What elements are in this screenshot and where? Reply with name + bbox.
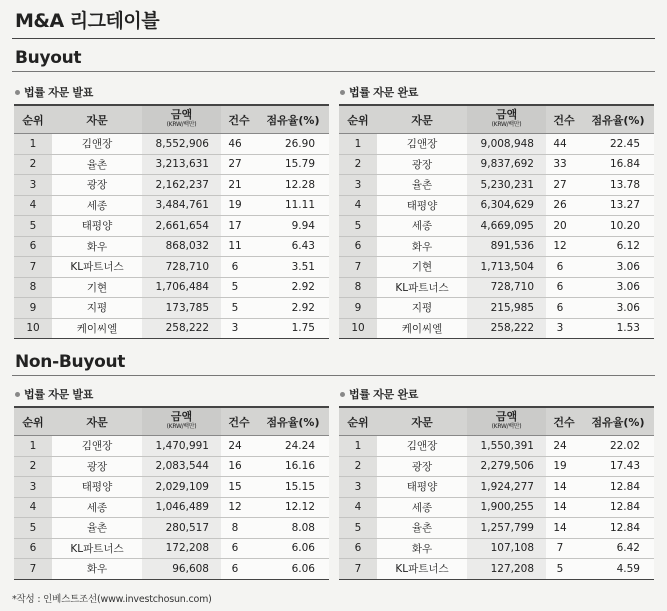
table-header-row <box>14 407 329 436</box>
cell-share: 6.06 <box>257 559 329 580</box>
cell-rank: 1 <box>339 436 377 457</box>
header-amount-label: 금액 <box>495 107 518 121</box>
table-row <box>14 195 329 216</box>
table-row <box>339 436 654 457</box>
cell-share: 1.75 <box>257 318 329 339</box>
cell-amount: 1,046,489 <box>142 497 221 518</box>
cell-amount: 172,208 <box>142 538 221 559</box>
cell-count: 19 <box>221 195 257 216</box>
header-amount-label: 금액 <box>170 107 193 121</box>
cell-firm: 광장 <box>52 456 142 477</box>
cell-firm: 태평양 <box>377 195 467 216</box>
cell-rank: 8 <box>339 277 377 298</box>
table-row <box>14 216 329 237</box>
header-rank: 순위 <box>14 407 52 436</box>
cell-rank: 4 <box>14 195 52 216</box>
page-title: M&A 리그테이블 <box>15 10 160 32</box>
cell-amount: 1,924,277 <box>467 477 546 498</box>
cell-rank: 10 <box>14 318 52 339</box>
cell-amount: 1,900,255 <box>467 497 546 518</box>
cell-share: 15.15 <box>257 477 329 498</box>
cell-firm: 광장 <box>52 175 142 196</box>
cell-share: 16.84 <box>582 154 654 175</box>
section-title-buyout: Buyout <box>15 48 82 68</box>
bullet-icon <box>340 392 345 397</box>
cell-firm: KL파트너스 <box>377 277 467 298</box>
cell-count: 33 <box>546 154 582 175</box>
cell-rank: 6 <box>14 236 52 257</box>
cell-rank: 1 <box>14 436 52 457</box>
table-header-row <box>339 105 654 134</box>
cell-firm: 화우 <box>377 538 467 559</box>
cell-amount: 9,008,948 <box>467 134 546 155</box>
cell-amount: 5,230,231 <box>467 175 546 196</box>
cell-amount: 96,608 <box>142 559 221 580</box>
cell-rank: 5 <box>14 518 52 539</box>
header-firm: 자문 <box>377 105 467 134</box>
table-row <box>14 436 329 457</box>
cell-firm: 율촌 <box>377 518 467 539</box>
table-row <box>339 216 654 237</box>
table-non-buyout-announced <box>14 406 329 580</box>
table-row <box>339 518 654 539</box>
cell-count: 3 <box>546 318 582 339</box>
cell-share: 13.27 <box>582 195 654 216</box>
cell-amount: 891,536 <box>467 236 546 257</box>
cell-count: 7 <box>546 538 582 559</box>
header-amount <box>142 105 221 134</box>
table-row <box>339 477 654 498</box>
cell-share: 3.06 <box>582 298 654 319</box>
cell-share: 26.90 <box>257 134 329 155</box>
cell-rank: 7 <box>339 559 377 580</box>
cell-rank: 9 <box>339 298 377 319</box>
table-row <box>14 175 329 196</box>
subtitle-buyout-announced: 법률 자문 발표 <box>15 84 93 100</box>
cell-amount: 868,032 <box>142 236 221 257</box>
table-row <box>339 559 654 580</box>
table-row <box>339 134 654 155</box>
header-count: 건수 <box>221 105 257 134</box>
cell-amount: 2,162,237 <box>142 175 221 196</box>
cell-share: 22.45 <box>582 134 654 155</box>
cell-share: 6.06 <box>257 538 329 559</box>
cell-share: 3.06 <box>582 257 654 278</box>
title-divider <box>12 38 655 39</box>
cell-firm: 케이씨엘 <box>377 318 467 339</box>
cell-rank: 3 <box>14 477 52 498</box>
cell-count: 17 <box>221 216 257 237</box>
cell-share: 22.02 <box>582 436 654 457</box>
cell-count: 6 <box>546 257 582 278</box>
table-header-row <box>339 407 654 436</box>
header-share: 점유율(%) <box>257 105 329 134</box>
bullet-icon <box>15 392 20 397</box>
cell-count: 8 <box>221 518 257 539</box>
table-header-row <box>14 105 329 134</box>
cell-share: 8.08 <box>257 518 329 539</box>
cell-share: 11.11 <box>257 195 329 216</box>
cell-share: 6.42 <box>582 538 654 559</box>
cell-count: 19 <box>546 456 582 477</box>
cell-count: 14 <box>546 477 582 498</box>
table-row <box>339 236 654 257</box>
cell-rank: 4 <box>339 195 377 216</box>
table-row <box>14 318 329 339</box>
cell-firm: 세종 <box>52 195 142 216</box>
cell-rank: 7 <box>339 257 377 278</box>
table-row <box>14 518 329 539</box>
cell-count: 15 <box>221 477 257 498</box>
section-divider-non-buyout <box>12 375 655 376</box>
table-row <box>339 538 654 559</box>
table-row <box>339 497 654 518</box>
cell-count: 14 <box>546 497 582 518</box>
table-row <box>14 277 329 298</box>
header-amount <box>467 407 546 436</box>
source-footer: *작성 : 인베스트조선(www.investchosun.com) <box>12 594 212 605</box>
table-row <box>339 318 654 339</box>
table-row <box>14 456 329 477</box>
cell-amount: 9,837,692 <box>467 154 546 175</box>
cell-amount: 1,470,991 <box>142 436 221 457</box>
header-amount-unit: (KRW/백만) <box>491 120 522 128</box>
table-row <box>339 277 654 298</box>
cell-amount: 2,661,654 <box>142 216 221 237</box>
cell-share: 3.51 <box>257 257 329 278</box>
cell-rank: 2 <box>14 456 52 477</box>
cell-rank: 3 <box>339 477 377 498</box>
cell-amount: 127,208 <box>467 559 546 580</box>
cell-count: 5 <box>221 277 257 298</box>
cell-firm: 태평양 <box>52 216 142 237</box>
cell-rank: 4 <box>14 497 52 518</box>
table-row <box>14 538 329 559</box>
cell-amount: 173,785 <box>142 298 221 319</box>
cell-rank: 1 <box>14 134 52 155</box>
cell-rank: 7 <box>14 257 52 278</box>
cell-firm: 세종 <box>377 497 467 518</box>
cell-count: 16 <box>221 456 257 477</box>
cell-firm: 세종 <box>377 216 467 237</box>
cell-firm: 김앤장 <box>377 134 467 155</box>
cell-firm: 광장 <box>377 154 467 175</box>
cell-amount: 6,304,629 <box>467 195 546 216</box>
cell-firm: 율촌 <box>52 154 142 175</box>
table-row <box>14 477 329 498</box>
cell-count: 24 <box>546 436 582 457</box>
cell-firm: 화우 <box>52 236 142 257</box>
header-rank: 순위 <box>339 105 377 134</box>
cell-firm: 태평양 <box>377 477 467 498</box>
cell-amount: 8,552,906 <box>142 134 221 155</box>
cell-count: 11 <box>221 236 257 257</box>
cell-share: 4.59 <box>582 559 654 580</box>
table-row <box>339 175 654 196</box>
cell-amount: 2,279,506 <box>467 456 546 477</box>
cell-count: 27 <box>546 175 582 196</box>
cell-count: 3 <box>221 318 257 339</box>
bullet-icon <box>340 90 345 95</box>
cell-share: 12.84 <box>582 477 654 498</box>
cell-firm: 화우 <box>52 559 142 580</box>
cell-rank: 3 <box>14 175 52 196</box>
subtitle-non-buyout-announced: 법률 자문 발표 <box>15 386 93 402</box>
cell-rank: 5 <box>14 216 52 237</box>
cell-firm: 김앤장 <box>52 436 142 457</box>
cell-amount: 107,108 <box>467 538 546 559</box>
cell-amount: 1,706,484 <box>142 277 221 298</box>
table-row <box>14 559 329 580</box>
cell-firm: 지평 <box>52 298 142 319</box>
cell-amount: 3,484,761 <box>142 195 221 216</box>
cell-amount: 280,517 <box>142 518 221 539</box>
cell-rank: 2 <box>14 154 52 175</box>
cell-count: 21 <box>221 175 257 196</box>
header-count: 건수 <box>546 407 582 436</box>
cell-count: 27 <box>221 154 257 175</box>
table-row <box>339 195 654 216</box>
subtitle-non-buyout-completed: 법률 자문 완료 <box>340 386 418 402</box>
cell-rank: 6 <box>339 538 377 559</box>
cell-share: 13.78 <box>582 175 654 196</box>
section-title-non-buyout: Non-Buyout <box>15 352 126 372</box>
cell-amount: 2,029,109 <box>142 477 221 498</box>
cell-share: 9.94 <box>257 216 329 237</box>
table-row <box>339 154 654 175</box>
header-amount-label: 금액 <box>170 409 193 423</box>
cell-firm: 케이씨엘 <box>52 318 142 339</box>
cell-share: 16.16 <box>257 456 329 477</box>
cell-firm: KL파트너스 <box>377 559 467 580</box>
header-firm: 자문 <box>377 407 467 436</box>
cell-count: 5 <box>546 559 582 580</box>
cell-rank: 5 <box>339 518 377 539</box>
cell-rank: 6 <box>14 538 52 559</box>
cell-amount: 728,710 <box>467 277 546 298</box>
header-share: 점유율(%) <box>582 105 654 134</box>
cell-count: 6 <box>546 298 582 319</box>
cell-rank: 5 <box>339 216 377 237</box>
header-amount-unit: (KRW/백만) <box>166 120 197 128</box>
cell-count: 20 <box>546 216 582 237</box>
header-count: 건수 <box>546 105 582 134</box>
cell-share: 2.92 <box>257 298 329 319</box>
table-row <box>14 298 329 319</box>
table-row <box>14 257 329 278</box>
cell-firm: 지평 <box>377 298 467 319</box>
cell-amount: 258,222 <box>142 318 221 339</box>
cell-amount: 258,222 <box>467 318 546 339</box>
header-amount-label: 금액 <box>495 409 518 423</box>
cell-amount: 1,257,799 <box>467 518 546 539</box>
cell-amount: 1,550,391 <box>467 436 546 457</box>
cell-firm: KL파트너스 <box>52 538 142 559</box>
cell-rank: 2 <box>339 456 377 477</box>
cell-count: 46 <box>221 134 257 155</box>
header-amount <box>467 105 546 134</box>
table-row <box>339 298 654 319</box>
table-row <box>14 134 329 155</box>
cell-count: 12 <box>546 236 582 257</box>
cell-share: 12.84 <box>582 497 654 518</box>
cell-firm: 기현 <box>52 277 142 298</box>
header-firm: 자문 <box>52 407 142 436</box>
header-rank: 순위 <box>339 407 377 436</box>
cell-firm: 김앤장 <box>377 436 467 457</box>
cell-firm: 율촌 <box>52 518 142 539</box>
bullet-icon <box>15 90 20 95</box>
cell-share: 12.84 <box>582 518 654 539</box>
cell-amount: 3,213,631 <box>142 154 221 175</box>
table-non-buyout-completed <box>339 406 654 580</box>
cell-count: 14 <box>546 518 582 539</box>
cell-share: 3.06 <box>582 277 654 298</box>
cell-amount: 215,985 <box>467 298 546 319</box>
header-rank: 순위 <box>14 105 52 134</box>
cell-share: 12.12 <box>257 497 329 518</box>
cell-share: 1.53 <box>582 318 654 339</box>
cell-firm: 태평양 <box>52 477 142 498</box>
cell-count: 6 <box>221 257 257 278</box>
cell-rank: 9 <box>14 298 52 319</box>
cell-share: 15.79 <box>257 154 329 175</box>
header-firm: 자문 <box>52 105 142 134</box>
cell-firm: KL파트너스 <box>52 257 142 278</box>
cell-rank: 3 <box>339 175 377 196</box>
subtitle-buyout-completed: 법률 자문 완료 <box>340 84 418 100</box>
cell-share: 6.12 <box>582 236 654 257</box>
cell-amount: 1,713,504 <box>467 257 546 278</box>
cell-count: 6 <box>546 277 582 298</box>
cell-count: 24 <box>221 436 257 457</box>
cell-count: 5 <box>221 298 257 319</box>
cell-share: 12.28 <box>257 175 329 196</box>
cell-rank: 1 <box>339 134 377 155</box>
cell-firm: 율촌 <box>377 175 467 196</box>
cell-firm: 세종 <box>52 497 142 518</box>
cell-rank: 8 <box>14 277 52 298</box>
cell-count: 26 <box>546 195 582 216</box>
table-buyout-completed <box>339 104 654 339</box>
cell-firm: 광장 <box>377 456 467 477</box>
cell-rank: 6 <box>339 236 377 257</box>
header-amount-unit: (KRW/백만) <box>166 422 197 430</box>
cell-rank: 2 <box>339 154 377 175</box>
header-amount-unit: (KRW/백만) <box>491 422 522 430</box>
cell-amount: 2,083,544 <box>142 456 221 477</box>
cell-count: 6 <box>221 538 257 559</box>
cell-rank: 7 <box>14 559 52 580</box>
cell-amount: 4,669,095 <box>467 216 546 237</box>
cell-share: 6.43 <box>257 236 329 257</box>
header-amount <box>142 407 221 436</box>
cell-count: 12 <box>221 497 257 518</box>
header-share: 점유율(%) <box>582 407 654 436</box>
cell-count: 44 <box>546 134 582 155</box>
cell-amount: 728,710 <box>142 257 221 278</box>
section-divider-buyout <box>12 71 655 72</box>
cell-rank: 4 <box>339 497 377 518</box>
table-row <box>14 236 329 257</box>
cell-firm: 김앤장 <box>52 134 142 155</box>
table-row <box>339 456 654 477</box>
cell-firm: 화우 <box>377 236 467 257</box>
table-row <box>339 257 654 278</box>
cell-rank: 10 <box>339 318 377 339</box>
cell-share: 2.92 <box>257 277 329 298</box>
cell-firm: 기현 <box>377 257 467 278</box>
cell-share: 10.20 <box>582 216 654 237</box>
cell-share: 17.43 <box>582 456 654 477</box>
table-buyout-announced <box>14 104 329 339</box>
header-share: 점유율(%) <box>257 407 329 436</box>
table-row <box>14 154 329 175</box>
cell-share: 24.24 <box>257 436 329 457</box>
table-row <box>14 497 329 518</box>
header-count: 건수 <box>221 407 257 436</box>
cell-count: 6 <box>221 559 257 580</box>
